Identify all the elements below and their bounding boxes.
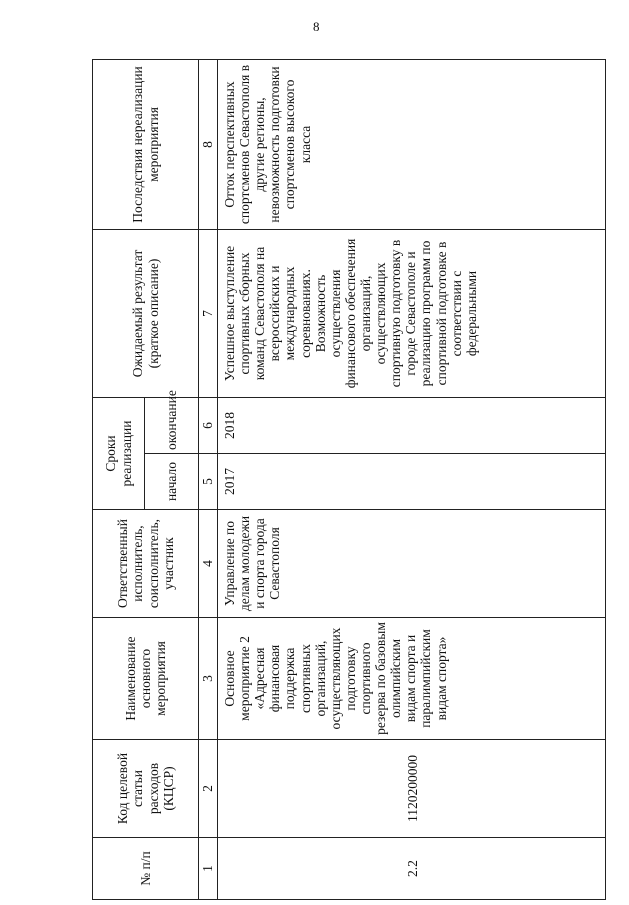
header-row-top xyxy=(93,59,145,899)
header-consequence: Последствия нереализации мероприятия xyxy=(93,59,199,229)
column-number: 2 xyxy=(199,740,218,838)
page-number: 8 xyxy=(313,19,320,34)
row-start: 2017 xyxy=(218,454,606,510)
header-name: Наименование основного мероприятия xyxy=(93,618,199,740)
column-number: 6 xyxy=(199,397,218,453)
column-number: 7 xyxy=(199,229,218,397)
row-result: Успешное выступление спортивных сборных команд Севастополя на всероссийских и международных соревнованиях. Возможность осуществления финансового обеспечения организаций, осуществляющих спортивную подготовку в городе Севастополе и реализацию программ по спортивной подготовке в соответствии с федеральными xyxy=(218,229,606,397)
row-consequence: Отток перспективных спортсменов Севастополя в другие регионы, невозможность подготовки спортсменов высокого класса xyxy=(218,59,606,229)
header-code: Код целевой статьи расходов (КЦСР) xyxy=(93,740,199,838)
column-number: 4 xyxy=(199,510,218,618)
table-rotation-frame xyxy=(92,60,622,900)
row-responsible: Управление по делам молодежи и спорта города Севастополя xyxy=(218,510,606,618)
header-end: окончание xyxy=(145,397,199,453)
table-row xyxy=(218,59,606,899)
column-number-row xyxy=(199,59,218,899)
header-terms: Сроки реализации xyxy=(93,397,145,509)
column-number: 3 xyxy=(199,618,218,740)
row-code: 1120200000 xyxy=(218,740,606,838)
column-number: 5 xyxy=(199,454,218,510)
column-number: 8 xyxy=(199,59,218,229)
column-number: 1 xyxy=(199,838,218,900)
activities-table xyxy=(92,59,606,900)
header-index: № п/п xyxy=(93,838,199,900)
row-name: Основное мероприятие 2 «Адресная финансовая поддержка спортивных организаций, осуществляющих подготовку спортивного резерва по базовым олимпийским видам спорта и паралимпийским видам спорта» xyxy=(218,618,606,740)
row-index: 2.2 xyxy=(218,838,606,900)
header-start: начало xyxy=(145,454,199,510)
row-end: 2018 xyxy=(218,397,606,453)
header-result: Ожидаемый результат (краткое описание) xyxy=(93,229,199,397)
rotated-table-wrapper xyxy=(92,60,622,900)
header-responsible: Ответственный исполнитель, соисполнитель, участник xyxy=(93,510,199,618)
